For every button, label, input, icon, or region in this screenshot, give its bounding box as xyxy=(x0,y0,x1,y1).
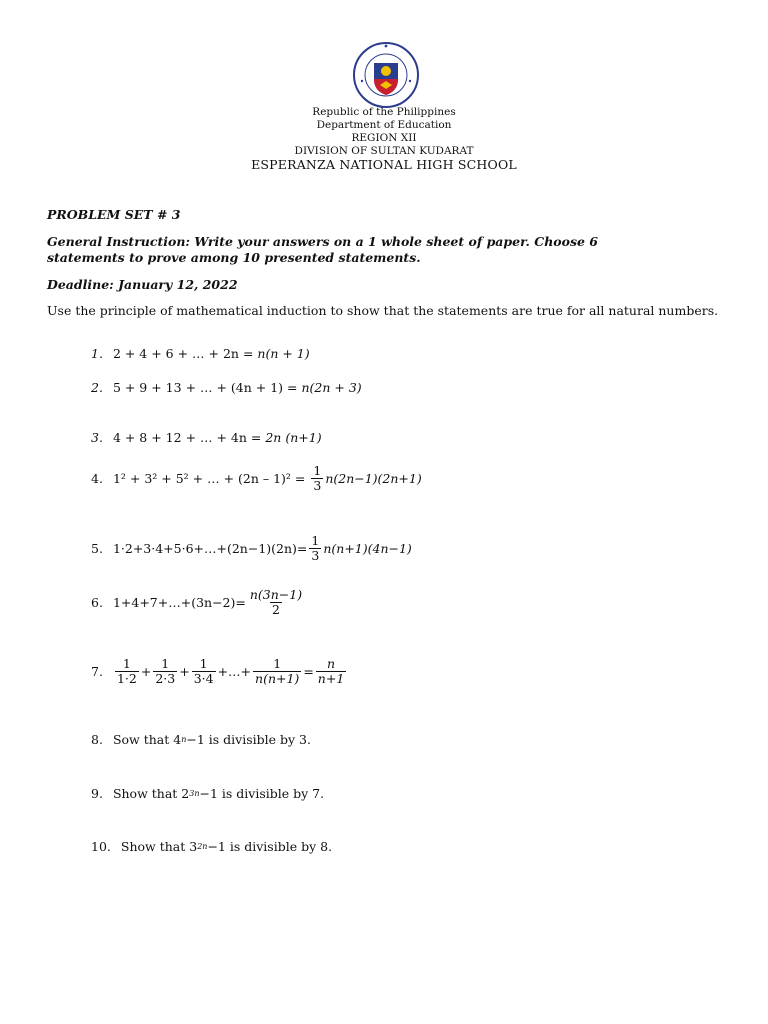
statement-8 xyxy=(91,732,311,747)
fraction-numerator: n(3n−1) xyxy=(249,587,303,602)
instruction-line-2: statements to prove among 10 presented statements. xyxy=(47,250,421,265)
header-school: ESPERANZA NATIONAL HIGH SCHOOL xyxy=(251,157,517,172)
statement-lhs: 1·2+3·4+5·6+…+(2n−1)(2n)= xyxy=(112,541,308,556)
fraction-numerator: 1 xyxy=(273,656,282,671)
statement-rhs: 2n (n+1) xyxy=(265,430,322,445)
statement-prefix: Sow that xyxy=(112,732,174,747)
header-republic: Republic of the Philippines xyxy=(312,106,456,118)
plus-sign: + xyxy=(140,664,152,679)
term-n-fraction xyxy=(253,657,301,686)
power-exponent: n xyxy=(181,735,187,744)
item-number: 2. xyxy=(91,380,103,395)
fraction-denominator: 3 xyxy=(311,548,320,563)
equals-sign: = xyxy=(303,664,314,679)
statement-lhs: 1² + 3² + 5² + … + (2n – 1)² = xyxy=(112,471,310,486)
item-number: 3. xyxy=(91,430,103,445)
item-number: 1. xyxy=(91,346,103,361)
power-minus-one: −1 xyxy=(207,839,226,854)
ellipsis-term: +…+ xyxy=(217,664,252,679)
statement-rhs: n(2n + 3) xyxy=(301,380,362,395)
problem-set-title: PROBLEM SET # 3 xyxy=(47,207,181,222)
header-department: Department of Education xyxy=(316,119,452,131)
item-number: 6. xyxy=(91,595,103,610)
statement-tail: is divisible by 3. xyxy=(204,732,311,747)
intro-paragraph: Use the principle of mathematical induction to show that the statements are true for all natural numbers. xyxy=(47,303,719,318)
statement-6 xyxy=(91,588,306,617)
power-exponent: 2n xyxy=(197,842,208,851)
statement-5 xyxy=(91,534,412,563)
fraction-denominator: n(n+1) xyxy=(255,671,300,686)
power-minus-one: −1 xyxy=(186,732,205,747)
statement-tail: is divisible by 8. xyxy=(225,839,333,854)
fraction-numerator: 1 xyxy=(313,463,322,478)
fraction-one-third xyxy=(311,464,323,493)
statement-rhs: n(n+1)(4n−1) xyxy=(323,541,412,556)
statement-3 xyxy=(91,430,322,445)
statement-tail: is divisible by 7. xyxy=(217,786,325,801)
fraction-denominator: n+1 xyxy=(317,671,345,686)
item-number: 7. xyxy=(91,664,103,679)
statement-lhs: 1+4+7+…+(3n−2)= xyxy=(112,595,246,610)
fraction-one-third xyxy=(309,534,321,563)
fraction-denominator: 2 xyxy=(272,602,280,617)
statement-9 xyxy=(91,786,324,801)
fraction-numerator: 1 xyxy=(311,533,320,548)
statement-10 xyxy=(91,839,332,854)
statement-lhs: 5 + 9 + 13 + … + (4n + 1) = xyxy=(112,380,302,395)
statement-lhs: 2 + 4 + 6 + … + 2n = xyxy=(112,346,258,361)
fraction-denominator: 3·4 xyxy=(193,671,214,686)
deadline: Deadline: January 12, 2022 xyxy=(47,277,238,292)
statement-rhs: n(2n−1)(2n+1) xyxy=(325,471,422,486)
item-number: 4. xyxy=(91,471,103,486)
fraction-sum xyxy=(248,588,304,617)
statement-prefix: Show that xyxy=(112,786,182,801)
fraction-numerator: 1 xyxy=(199,656,208,671)
fraction-numerator: 1 xyxy=(122,656,131,671)
item-number: 5. xyxy=(91,541,103,556)
fraction-numerator: 1 xyxy=(161,656,170,671)
term-1-fraction xyxy=(115,657,139,686)
power-base: 4 xyxy=(173,732,182,747)
item-number: 8. xyxy=(91,732,103,747)
fraction-denominator: 2·3 xyxy=(155,671,176,686)
deped-seal-logo xyxy=(352,41,420,109)
statement-2 xyxy=(91,380,362,395)
statement-prefix: Show that xyxy=(120,839,190,854)
header-region: REGION XII xyxy=(351,132,417,144)
fraction-denominator: 3 xyxy=(313,478,322,493)
power-minus-one: −1 xyxy=(199,786,218,801)
item-number: 9. xyxy=(91,786,103,801)
term-2-fraction xyxy=(153,657,177,686)
statement-rhs: n(n + 1) xyxy=(257,346,310,361)
result-fraction xyxy=(316,657,346,686)
statement-7 xyxy=(91,657,348,686)
statement-lhs: 4 + 8 + 12 + … + 4n = xyxy=(112,430,266,445)
statement-4 xyxy=(91,464,422,493)
power-exponent: 3n xyxy=(189,789,200,798)
header-division: DIVISION OF SULTAN KUDARAT xyxy=(294,145,474,157)
fraction-denominator: 1·2 xyxy=(116,671,137,686)
power-base: 2 xyxy=(181,786,190,801)
plus-sign: + xyxy=(179,664,190,679)
term-3-fraction xyxy=(192,657,216,686)
power-base: 3 xyxy=(189,839,198,854)
statement-1 xyxy=(91,346,310,361)
item-number: 10. xyxy=(91,839,111,854)
fraction-numerator: n xyxy=(327,656,336,671)
instruction-line-1: General Instruction: Write your answers on a 1 whole sheet of paper. Choose 6 xyxy=(47,234,598,249)
